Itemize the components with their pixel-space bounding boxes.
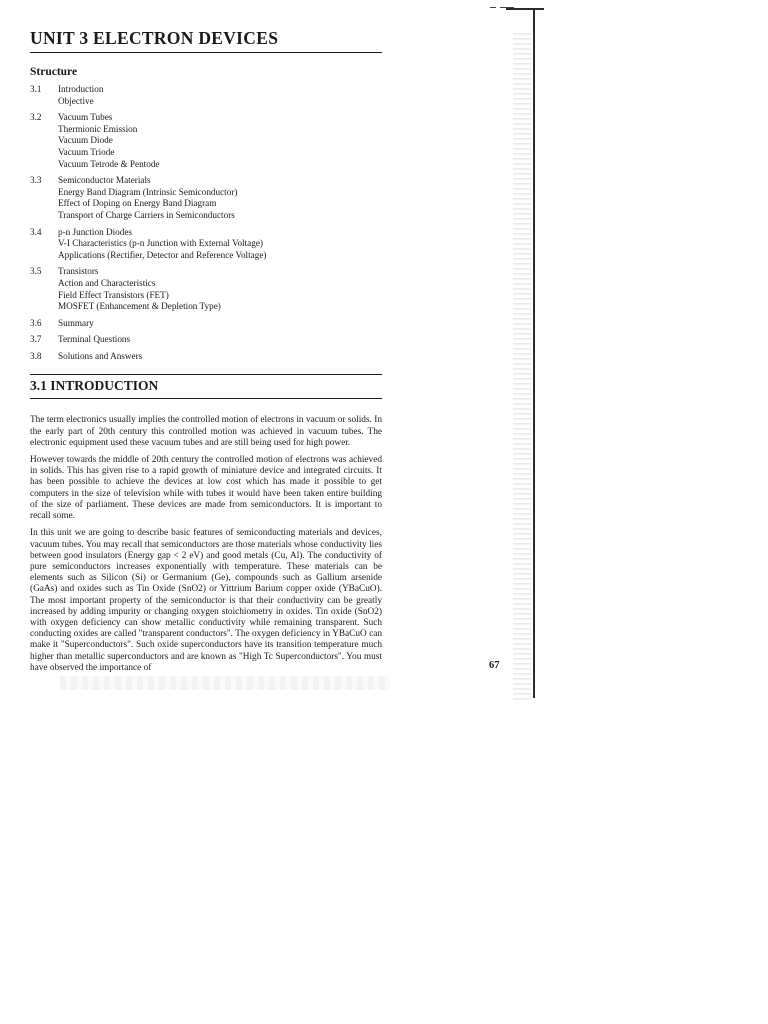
toc-item: Vacuum Tubes: [58, 112, 113, 123]
toc-item: Vacuum Diode: [58, 135, 113, 146]
toc-section-3-3: [30, 175, 382, 221]
toc-item: Introduction: [58, 84, 104, 94]
toc-section-3-5: [30, 266, 382, 312]
toc-number: 3.1: [30, 84, 42, 94]
toc-item: Applications (Rectifier, Detector and Reference Voltage): [58, 249, 267, 260]
scan-mark: [490, 7, 496, 8]
paragraph: However towards the middle of 20th century the controlled motion of electrons was achieved in solids. This has given rise to a rapid growth of miniature device and integrated circuits. It has been possible to achieve the devices at low cost which has made it possible to get computers in the size of television while with tubes it would have been taken entire building of the size of parliament. These devices are made from semiconductors. It is important to recall some.: [30, 455, 382, 522]
section-heading-introduction: 3.1 INTRODUCTION: [30, 374, 382, 399]
toc-section-3-2: [30, 112, 382, 170]
structure-heading: Structure: [30, 66, 78, 78]
toc-section-3-1: [30, 84, 382, 107]
toc-item: Thermionic Emission: [58, 123, 138, 134]
page-edge-top: [506, 8, 544, 10]
toc-number: 3.8: [30, 350, 42, 361]
toc-item: Summary: [58, 317, 94, 328]
toc-item: Objective: [58, 95, 94, 106]
toc-item: V-I Characteristics (p-n Junction with External Voltage): [58, 238, 263, 249]
toc-number: 3.3: [30, 175, 42, 186]
scan-mark: [500, 7, 514, 8]
table-of-contents: [30, 84, 382, 362]
toc-item: Action and Characteristics: [58, 277, 156, 288]
toc-item: Effect of Doping on Energy Band Diagram: [58, 198, 217, 209]
scan-edge-noise: [513, 30, 531, 700]
toc-item: Transport of Charge Carriers in Semiconductors: [58, 209, 235, 220]
introduction-body: [30, 415, 382, 673]
toc-item: Energy Band Diagram (Intrinsic Semiconductor): [58, 186, 238, 197]
toc-item: Vacuum Triode: [58, 146, 115, 157]
toc-item: Transistors: [58, 266, 99, 277]
toc-section-3-7: [30, 334, 382, 346]
toc-number: 3.2: [30, 112, 42, 123]
toc-number: 3.6: [30, 317, 42, 328]
toc-item: MOSFET (Enhancement & Depletion Type): [58, 301, 221, 312]
toc-item: Terminal Questions: [58, 334, 131, 345]
toc-section-3-6: [30, 318, 382, 330]
toc-item: p-n Junction Diodes: [58, 226, 133, 237]
paragraph: In this unit we are going to describe basic features of semiconducting materials and devices, vacuum tubes. You may recall that semiconductors are those materials whose conductivity lies between good insulators (Energy gap < 2 eV) and good metals (Cu, Al). The conductivity of pure semiconductors increases exponentially with temperature. These materials can be elements such as Silicon (Si) or Germanium (Ge), compounds such as Gallium arsenide (GaAs) and oxides such as Tin Oxide (SnO2) or Yittrium Barium copper oxide (YBaCuO). The most important property of the semiconductor is that their conductivity can be greatly increased by adding impurity or changing oxygen stoichiometry in oxides. Tin oxide (SnO2) with oxygen deficiency can show metallic conductivity while remaining transparent. Such conducting oxides are called "transparent conductors". The oxygen deficiency in YBaCuO can make it "Superconductors". Such oxide superconductors have its transition temperature much higher than metallic superconductors and are known as "High Tc Superconductors". You must have observed the importance of: [30, 528, 382, 673]
page-edge-right: [533, 8, 535, 698]
toc-item: Semiconductor Materials: [58, 175, 151, 186]
toc-number: 3.4: [30, 226, 42, 237]
toc-section-3-4: [30, 227, 382, 262]
paragraph: The term electronics usually implies the controlled motion of electrons in vacuum or solids. In the early part of 20th century this controlled motion was achieved in vacuum tubes. The electronic equipment used these vacuum tubes and are still being used for high power.: [30, 415, 382, 448]
page-content: [30, 28, 382, 680]
toc-item: Field Effect Transistors (FET): [58, 289, 169, 300]
unit-title: UNIT 3 ELECTRON DEVICES: [30, 28, 382, 53]
page-number: 67: [489, 660, 500, 671]
toc-item: Vacuum Tetrode & Pentode: [58, 158, 160, 169]
toc-item: Solutions and Answers: [58, 350, 143, 361]
toc-section-3-8: [30, 351, 382, 363]
toc-number: 3.7: [30, 334, 42, 345]
toc-number: 3.5: [30, 266, 42, 277]
